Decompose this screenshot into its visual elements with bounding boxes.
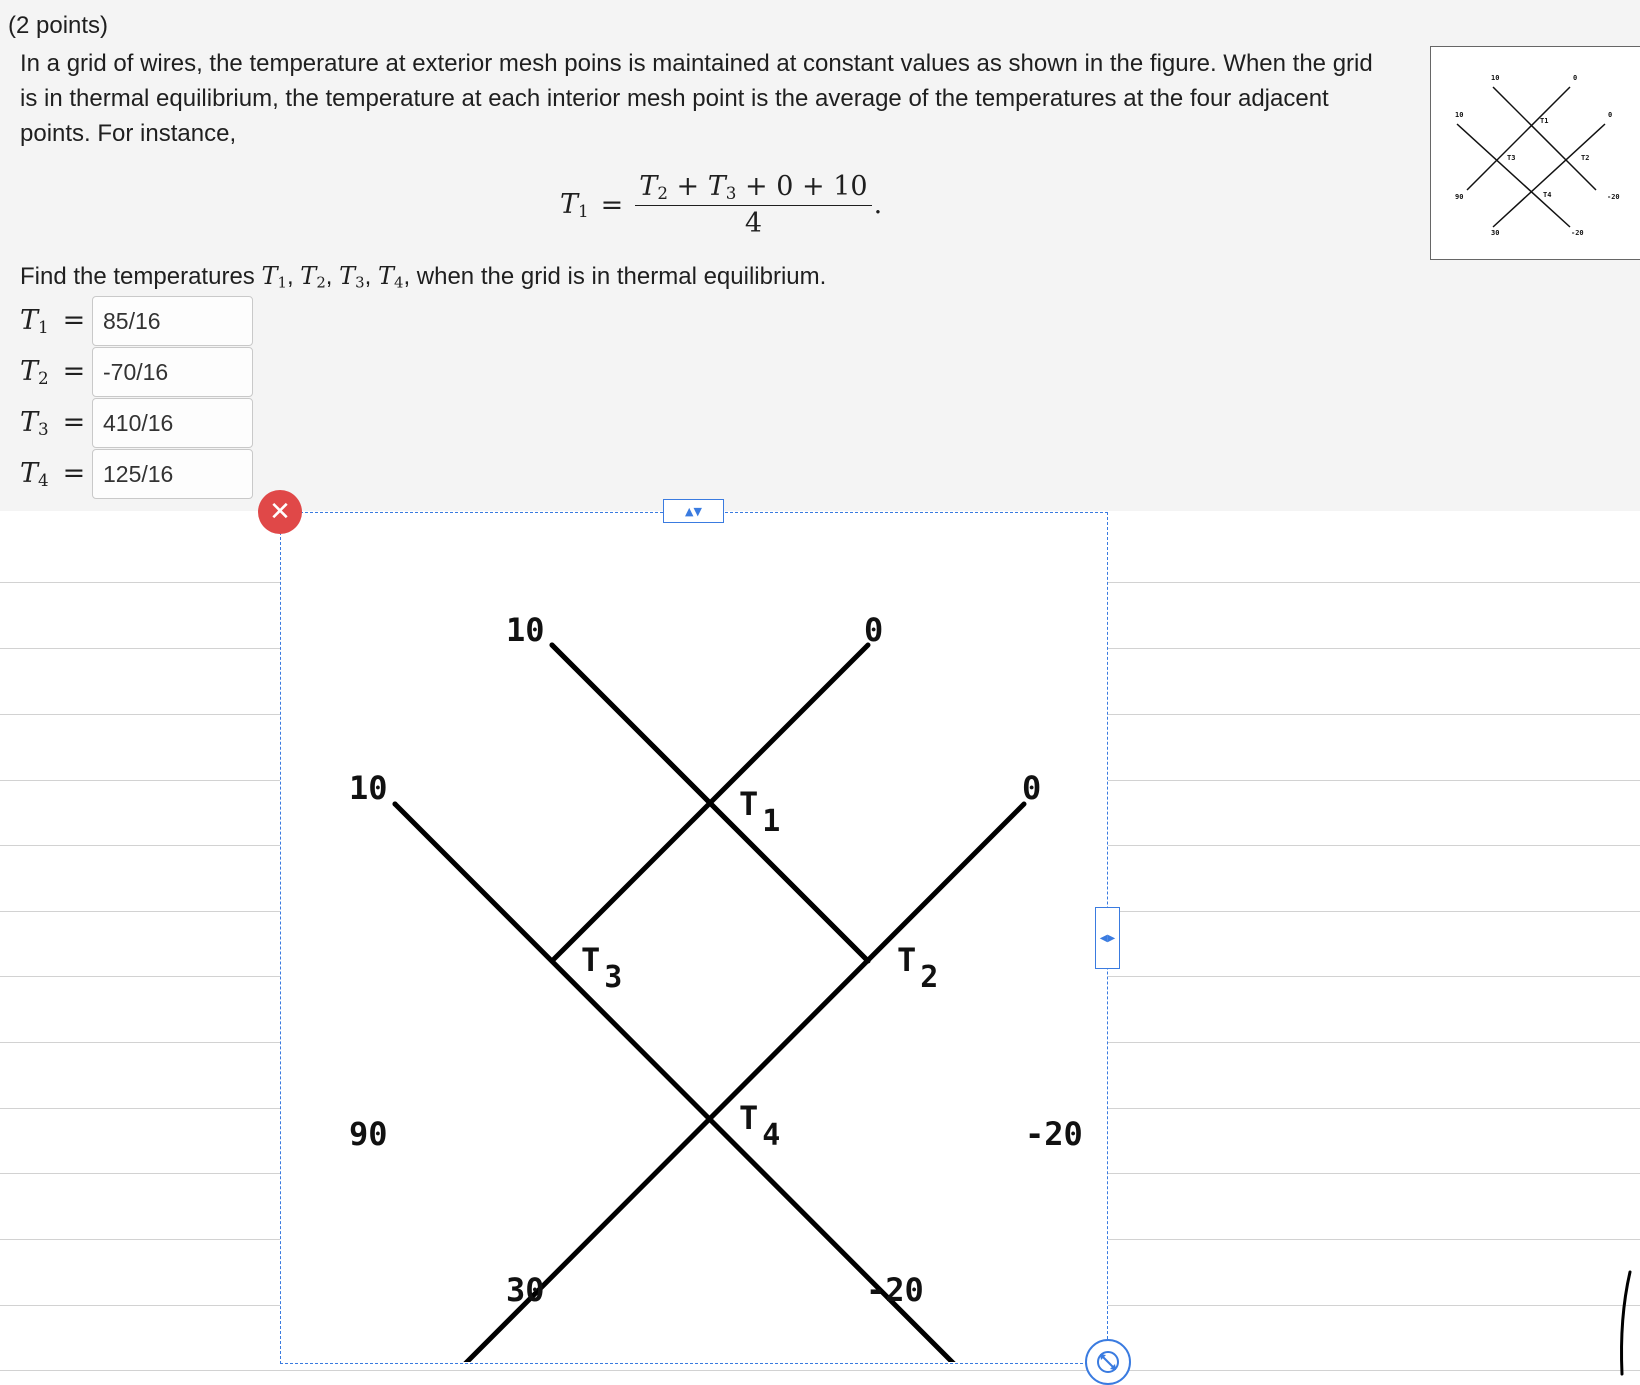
svg-text:T3: T3 [1507,154,1516,162]
close-button[interactable]: ✕ [258,490,302,534]
answer-label-t1: $T_1$ = [20,304,86,338]
problem-statement: In a grid of wires, the temperature at exterior mesh poins is maintained at constant values as shown in the figure. When the grid is in thermal equilibrium, the temperature at each interior mesh point is the average of the temperatures at the four adjacent points. For instance, [20,50,1373,147]
label-lower-right: -20 [1025,1115,1083,1153]
answer-label-t2: $T_2$ = [20,355,86,389]
answer-row-t2 [20,347,253,397]
svg-text:10: 10 [1455,111,1464,119]
svg-text:90: 90 [1455,193,1464,201]
example-formula: $T_1$ = $\frac{T_2 + T_3 + 0 + 10}{4}$ . [560,170,883,240]
svg-text:0: 0 [1573,74,1578,82]
svg-text:T4: T4 [1543,191,1552,199]
answer-label-t3: $T_3$ = [20,406,86,440]
wire-grid-figure [281,513,1106,1362]
selected-image-frame[interactable] [280,512,1108,1364]
answer-label-t4: $T_4$ = [20,457,86,491]
rotate-icon [1093,1347,1123,1377]
label-upper-left: 10 [349,769,388,807]
formula-numerator: $T_2 + T_3 + 0 + 10$ [635,171,871,206]
resize-handle-top[interactable]: ▲▼ [663,499,724,523]
answer-input-t1[interactable] [92,296,253,346]
formula-equals: = [600,189,624,221]
formula-denominator: 4 [744,208,763,240]
answer-row-t3 [20,398,253,448]
wire-lines [395,645,1024,1362]
node-label-t3: T 3 [581,941,623,995]
svg-text:-20: -20 [1571,229,1584,237]
resize-handle-right[interactable]: ◀▶ [1095,907,1120,969]
find-instruction: Find the temperatures $T_1$, $T_2$, $T_3$, $T_4$, when the grid is in thermal equilibrium. [20,262,827,292]
answer-input-t4[interactable] [92,449,253,499]
node-label-t2: T 2 [897,941,939,995]
formula-lhs: $T_1$ [560,188,589,222]
svg-text:0: 0 [1608,111,1613,119]
label-upper-right: 0 [1022,769,1042,807]
svg-text:30: 30 [1491,229,1500,237]
answer-row-t1 [20,296,253,346]
ruled-line [0,1370,1640,1371]
answer-row-t4 [20,449,253,499]
answer-input-t3[interactable] [92,398,253,448]
label-top-right: 0 [864,611,884,649]
svg-text:-20: -20 [1607,193,1620,201]
problem-panel [0,0,1640,511]
thumbnail-figure [1431,47,1640,259]
label-top-left: 10 [506,611,545,649]
grid-figure-thumbnail[interactable] [1430,46,1640,260]
svg-text:T1: T1 [1540,117,1549,125]
answer-input-t2[interactable] [92,347,253,397]
svg-text:10: 10 [1491,74,1500,82]
points-label: (2 points) [8,12,109,39]
label-bottom-right: -20 [866,1271,924,1309]
rotate-handle[interactable] [1085,1339,1131,1385]
label-bottom-left: 30 [506,1271,545,1309]
pen-stroke [1608,1268,1638,1376]
svg-text:T2: T2 [1581,154,1590,162]
formula-fraction [635,171,871,239]
node-label-t1: T 1 [739,785,781,839]
node-label-t4: T 4 [739,1099,781,1153]
label-lower-left: 90 [349,1115,388,1153]
